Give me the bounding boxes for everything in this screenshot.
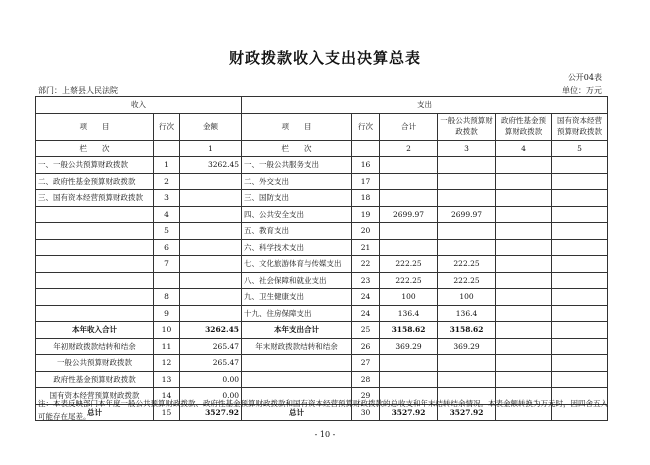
- expense-general: [438, 173, 496, 190]
- expense-total: 2699.97: [380, 206, 438, 223]
- expense-state-capital: [552, 272, 608, 289]
- table-note: 注：本表反映部门本年度一般公共预算财政拨款、政府性基金预算财政拨款和国有资本经营预算财政拨款的总收支和年末结转结余情况。本表金额转换为万元时，因四舍五入可能存在尾差。: [38, 399, 608, 421]
- expense-total-general: 3158.62: [438, 322, 496, 339]
- expense-general: [438, 355, 496, 372]
- expense-gov-fund: [496, 190, 552, 207]
- expense-total: [380, 239, 438, 256]
- expense-state-capital: [552, 256, 608, 273]
- income-amount: [180, 289, 242, 306]
- income-amount: [180, 223, 242, 240]
- expense-grand-general: 3527.92: [438, 404, 496, 421]
- empty-cell: [154, 140, 180, 157]
- expense-gov-fund: [496, 239, 552, 256]
- expense-total: 222.25: [380, 256, 438, 273]
- expense-column-label: 栏 次: [242, 140, 352, 157]
- income-amount: [180, 173, 242, 190]
- expense-general: [438, 371, 496, 388]
- col-5: 5: [552, 140, 608, 157]
- expense-grand-line: 30: [352, 404, 380, 421]
- income-item: 国有资本经营预算财政拨款: [36, 388, 154, 405]
- column-number-row: [36, 140, 608, 157]
- income-item: 一、一般公共预算财政拨款: [36, 157, 154, 174]
- expense-line: 27: [352, 355, 380, 372]
- income-item: 二、政府性基金预算财政拨款: [36, 173, 154, 190]
- expense-item: 六、科学技术支出: [242, 239, 352, 256]
- unit-label: 单位：万元: [562, 86, 602, 95]
- income-amount: [180, 256, 242, 273]
- expense-state-capital: [552, 223, 608, 240]
- income-amount: 265.47: [180, 355, 242, 372]
- expense-general: 222.25: [438, 272, 496, 289]
- col-3: 3: [438, 140, 496, 157]
- income-line: 14: [154, 388, 180, 405]
- income-amount: 265.47: [180, 338, 242, 355]
- expense-state-capital: [552, 305, 608, 322]
- income-line: [154, 272, 180, 289]
- expense-total-label: 本年支出合计: [242, 322, 352, 339]
- income-item: [36, 223, 154, 240]
- expense-gov-fund: [496, 289, 552, 306]
- expense-total: [380, 157, 438, 174]
- expense-gov-fund: [496, 305, 552, 322]
- table-row: [36, 173, 608, 190]
- department-label: 部门：上蔡县人民法院: [38, 86, 118, 95]
- expense-state-capital: [552, 190, 608, 207]
- empty-cell: [352, 140, 380, 157]
- expense-total: [380, 371, 438, 388]
- expense-item: [242, 355, 352, 372]
- expense-total-amount: 3158.62: [380, 322, 438, 339]
- income-amount: [180, 239, 242, 256]
- income-line: 2: [154, 173, 180, 190]
- expense-gov-fund: [496, 173, 552, 190]
- expense-general: 222.25: [438, 256, 496, 273]
- table-row: [36, 305, 608, 322]
- table-row: [36, 223, 608, 240]
- income-item: 政府性基金预算财政拨款: [36, 371, 154, 388]
- expense-line: 22: [352, 256, 380, 273]
- year-total-row: [36, 322, 608, 339]
- expense-total: 369.29: [380, 338, 438, 355]
- income-grand-label: 总计: [36, 404, 154, 421]
- income-line-header: 行次: [154, 113, 180, 140]
- income-item: [36, 206, 154, 223]
- expense-line: 24: [352, 305, 380, 322]
- income-amount: 0.00: [180, 371, 242, 388]
- budget-summary-table: [35, 96, 608, 421]
- table-row: [36, 338, 608, 355]
- income-amount: 3262.45: [180, 157, 242, 174]
- form-code: 公开04表: [567, 73, 602, 82]
- expense-state-capital: [552, 173, 608, 190]
- report-title: 财政拨款收入支出决算总表: [228, 49, 421, 67]
- expense-total: [380, 355, 438, 372]
- expense-total: 222.25: [380, 272, 438, 289]
- expense-gov-fund: [496, 355, 552, 372]
- expense-total: 136.4: [380, 305, 438, 322]
- income-amount: 0.00: [180, 388, 242, 405]
- income-total-line: 10: [154, 322, 180, 339]
- expense-total: [380, 173, 438, 190]
- table-row: [36, 206, 608, 223]
- income-total-label: 本年收入合计: [36, 322, 154, 339]
- expense-item: 五、教育支出: [242, 223, 352, 240]
- expense-state-capital: [552, 289, 608, 306]
- income-column-label: 栏 次: [36, 140, 154, 157]
- table-row: [36, 256, 608, 273]
- income-line: 8: [154, 289, 180, 306]
- income-item: 年初财政拨款结转和结余: [36, 338, 154, 355]
- expense-state-capital: [552, 206, 608, 223]
- expense-item: 十九、住房保障支出: [242, 305, 352, 322]
- expense-state-capital: [552, 239, 608, 256]
- expense-state-capital: [552, 355, 608, 372]
- expense-line: 26: [352, 338, 380, 355]
- expense-general: [438, 157, 496, 174]
- expense-general: [438, 239, 496, 256]
- income-item: [36, 256, 154, 273]
- col-2: 2: [380, 140, 438, 157]
- page-number: - 10 -: [314, 430, 336, 439]
- income-line: 3: [154, 190, 180, 207]
- table-row: [36, 371, 608, 388]
- income-item: [36, 305, 154, 322]
- expense-item: 年末财政拨款结转和结余: [242, 338, 352, 355]
- income-amount: [180, 190, 242, 207]
- expense-line-header: 行次: [352, 113, 380, 140]
- col-1: 1: [180, 140, 242, 157]
- expense-item-header: 项 目: [242, 113, 352, 140]
- expense-line: 18: [352, 190, 380, 207]
- income-total-amount: 3262.45: [180, 322, 242, 339]
- income-line: 4: [154, 206, 180, 223]
- expense-general: 100: [438, 289, 496, 306]
- income-item: 三、国有资本经营预算财政拨款: [36, 190, 154, 207]
- table-row: [36, 289, 608, 306]
- expense-general: [438, 190, 496, 207]
- expense-general: 2699.97: [438, 206, 496, 223]
- expense-header: 支出: [242, 97, 608, 114]
- table-row: [36, 239, 608, 256]
- income-amount-header: 金额: [180, 113, 242, 140]
- expense-grand-label: 总计: [242, 404, 352, 421]
- income-line: 7: [154, 256, 180, 273]
- income-grand-amount: 3527.92: [180, 404, 242, 421]
- expense-line: 24: [352, 289, 380, 306]
- header-row-2: [36, 113, 608, 140]
- expense-total: 100: [380, 289, 438, 306]
- state-capital-header: 国有资本经营预算财政拨款: [552, 113, 608, 140]
- expense-general: 369.29: [438, 338, 496, 355]
- expense-general: [438, 223, 496, 240]
- income-line: 1: [154, 157, 180, 174]
- income-line: 6: [154, 239, 180, 256]
- expense-line: 28: [352, 371, 380, 388]
- expense-line: 29: [352, 388, 380, 405]
- table-row: [36, 190, 608, 207]
- expense-gov-fund: [496, 157, 552, 174]
- income-line: 12: [154, 355, 180, 372]
- expense-state-capital: [552, 371, 608, 388]
- expense-gov-fund: [496, 256, 552, 273]
- expense-line: 20: [352, 223, 380, 240]
- expense-state-capital: [552, 338, 608, 355]
- expense-general: 136.4: [438, 305, 496, 322]
- expense-grand-amount: 3527.92: [380, 404, 438, 421]
- income-header: 收入: [36, 97, 242, 114]
- expense-item: 一、一般公共服务支出: [242, 157, 352, 174]
- income-amount: [180, 206, 242, 223]
- income-item: [36, 289, 154, 306]
- table-row: [36, 355, 608, 372]
- income-item: 一般公共预算财政拨款: [36, 355, 154, 372]
- expense-line: 17: [352, 173, 380, 190]
- income-item-header: 项 目: [36, 113, 154, 140]
- income-grand-line: 15: [154, 404, 180, 421]
- gov-fund-header: 政府性基金预算财政拨款: [496, 113, 552, 140]
- expense-gov-fund: [496, 371, 552, 388]
- expense-gov-fund: [496, 272, 552, 289]
- expense-item: 二、外交支出: [242, 173, 352, 190]
- general-budget-header: 一般公共预算财政拨款: [438, 113, 496, 140]
- expense-gov-fund: [496, 338, 552, 355]
- expense-total-line: 25: [352, 322, 380, 339]
- table-row: [36, 272, 608, 289]
- header-row-1: [36, 97, 608, 114]
- empty-cell: [496, 322, 552, 339]
- expense-line: 21: [352, 239, 380, 256]
- expense-total: [380, 190, 438, 207]
- expense-gov-fund: [496, 223, 552, 240]
- income-amount: [180, 272, 242, 289]
- expense-line: 23: [352, 272, 380, 289]
- empty-cell: [552, 322, 608, 339]
- total-header: 合计: [380, 113, 438, 140]
- expense-item: 三、国防支出: [242, 190, 352, 207]
- expense-state-capital: [552, 157, 608, 174]
- expense-item: 九、卫生健康支出: [242, 289, 352, 306]
- expense-total: [380, 223, 438, 240]
- expense-item: 八、社会保障和就业支出: [242, 272, 352, 289]
- col-4: 4: [496, 140, 552, 157]
- expense-item: 七、文化旅游体育与传媒支出: [242, 256, 352, 273]
- income-item: [36, 239, 154, 256]
- income-amount: [180, 305, 242, 322]
- income-line: 13: [154, 371, 180, 388]
- income-line: 5: [154, 223, 180, 240]
- income-line: 11: [154, 338, 180, 355]
- expense-item: 四、公共安全支出: [242, 206, 352, 223]
- income-item: [36, 272, 154, 289]
- table-row: [36, 157, 608, 174]
- expense-line: 16: [352, 157, 380, 174]
- expense-gov-fund: [496, 206, 552, 223]
- expense-item: [242, 371, 352, 388]
- expense-line: 19: [352, 206, 380, 223]
- income-line: 9: [154, 305, 180, 322]
